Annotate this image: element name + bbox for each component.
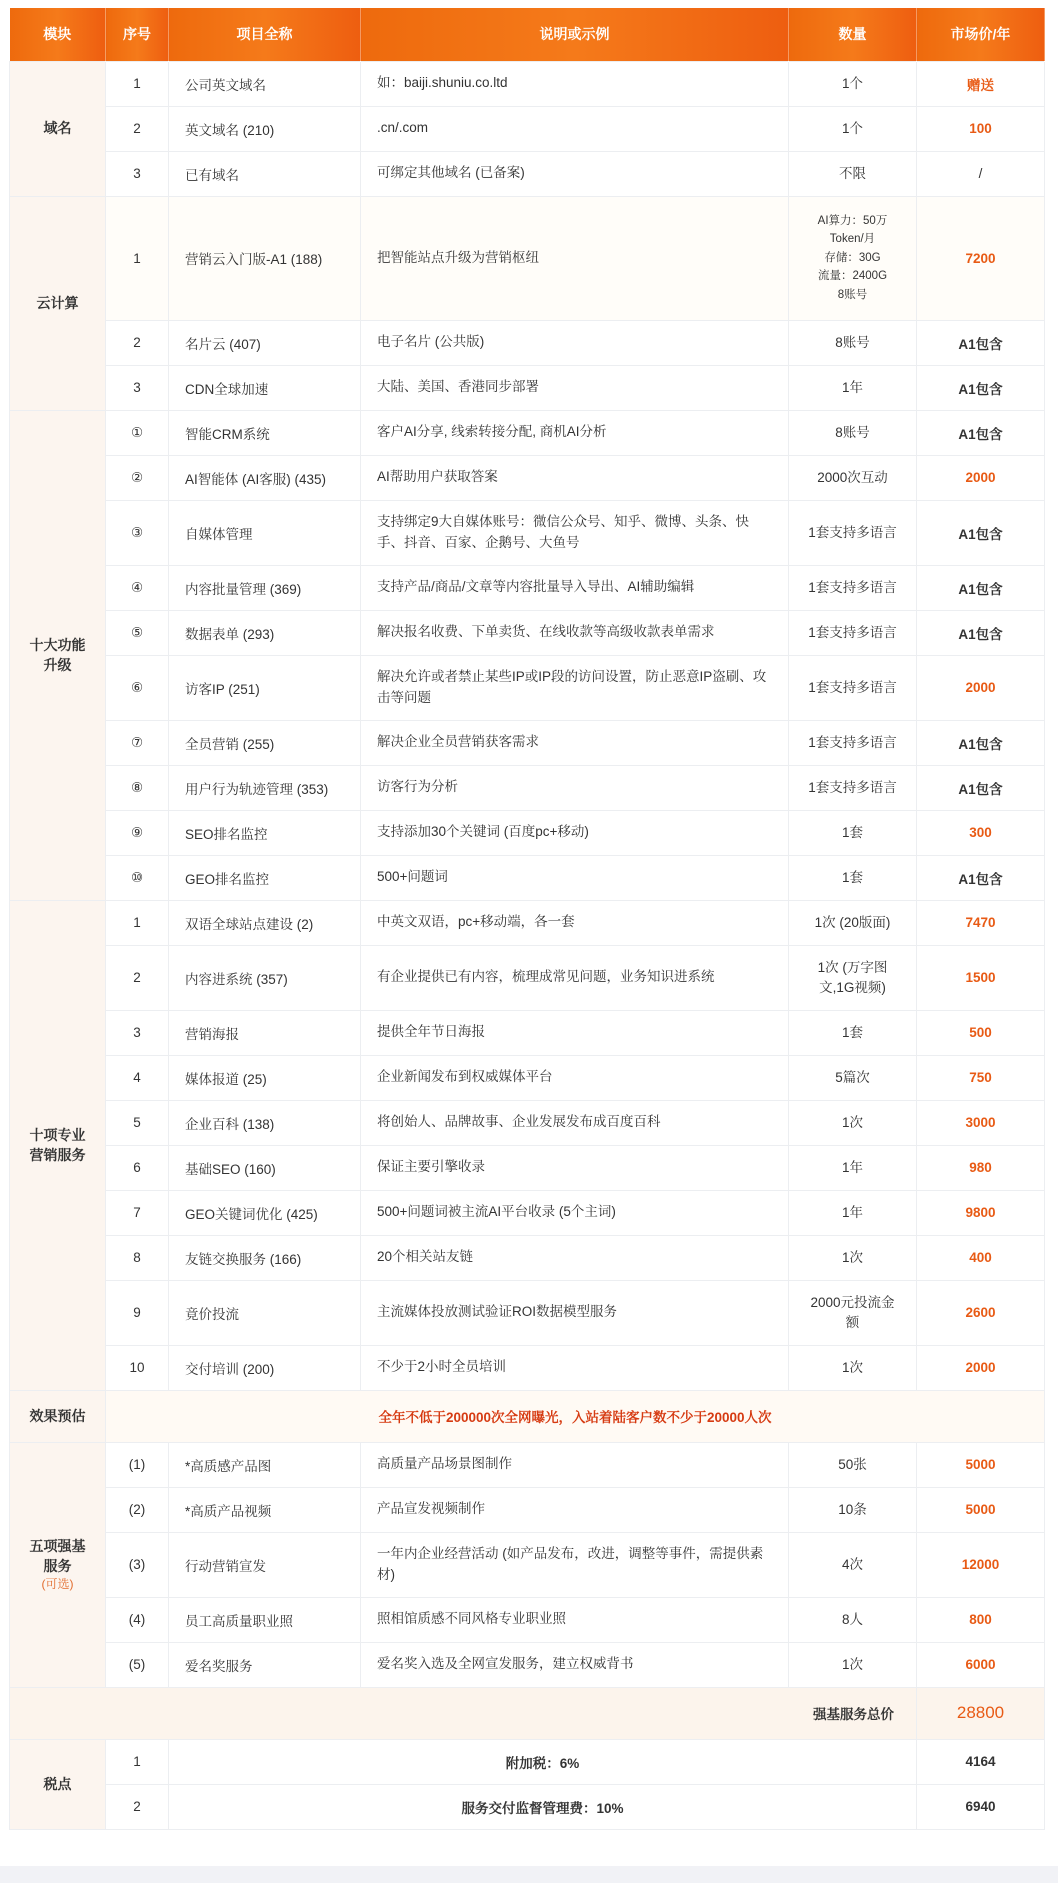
row-seq: 3 [106,151,169,196]
table-row [10,1642,1045,1687]
table-row [10,1532,1045,1597]
qty-line: Token/月 [829,233,876,246]
row-qty: 1次 (万字图文,1G视频) [789,945,917,1010]
table-row [10,720,1045,765]
row-desc: .cn/.com [361,106,789,151]
row-seq: 3 [106,365,169,410]
row-desc: 高质量产品场景图制作 [361,1442,789,1487]
row-name: 双语全球站点建设 (2) [169,900,361,945]
row-price: A1包含 [917,320,1045,365]
row-qty: 1个 [789,61,917,106]
optional-note: (可选) [41,1577,74,1592]
total-row [10,1687,1045,1739]
total-value: 28800 [917,1687,1045,1739]
table-row [10,1739,1045,1784]
module-foundation [10,1442,106,1687]
row-seq: 8 [106,1235,169,1280]
row-qty: 1套支持多语言 [789,500,917,565]
row-name: 营销海报 [169,1010,361,1055]
module-features-label: 十大功能升级 [29,636,86,673]
header-desc: 说明或示例 [361,8,789,61]
row-seq: 3 [106,1010,169,1055]
row-qty: 8账号 [789,410,917,455]
table-row [10,455,1045,500]
row-desc: 爱名奖入选及全网宣发服务，建立权威背书 [361,1642,789,1687]
row-qty: 1套支持多语言 [789,655,917,720]
row-name: *高质感产品图 [169,1442,361,1487]
table-row [10,1487,1045,1532]
row-seq: 1 [106,1739,169,1784]
row-name: GEO关键词优化 (425) [169,1190,361,1235]
row-seq: ④ [106,565,169,610]
row-seq: ① [106,410,169,455]
row-price: 9800 [917,1190,1045,1235]
row-desc: 企业新闻发布到权威媒体平台 [361,1055,789,1100]
row-desc: 把智能站点升级为营销枢纽 [361,196,789,320]
row-name: 企业百科 (138) [169,1100,361,1145]
table-row [10,1597,1045,1642]
table-row [10,1235,1045,1280]
table-row [10,1010,1045,1055]
total-label: 强基服务总价 [10,1687,917,1739]
row-qty: 1套支持多语言 [789,765,917,810]
tax-item: 附加税：6% [169,1739,917,1784]
row-qty: 1次 [789,1642,917,1687]
effect-estimate: 全年不低于200000次全网曝光，入站着陆客户数不少于20000人次 [106,1390,1045,1442]
row-qty: 不限 [789,151,917,196]
module-marketing-label: 十项专业营销服务 [29,1126,86,1163]
row-seq: 1 [106,196,169,320]
row-price: 800 [917,1597,1045,1642]
module-domain: 域名 [10,61,106,196]
row-name: 行动营销宣发 [169,1532,361,1597]
row-seq: 10 [106,1345,169,1390]
row-qty: 1次 [789,1235,917,1280]
price-table [9,8,1045,1830]
row-desc: 支持产品/商品/文章等内容批量导入导出、AI辅助编辑 [361,565,789,610]
row-price: A1包含 [917,500,1045,565]
row-qty: 1个 [789,106,917,151]
row-desc: 500+问题词被主流AI平台收录 (5个主词) [361,1190,789,1235]
row-desc: 照相馆质感不同风格专业职业照 [361,1597,789,1642]
table-row [10,1190,1045,1235]
row-price: 5000 [917,1487,1045,1532]
row-name: 访客IP (251) [169,655,361,720]
row-seq: (2) [106,1487,169,1532]
row-name: SEO排名监控 [169,810,361,855]
row-name: 全员营销 (255) [169,720,361,765]
row-qty: 10条 [789,1487,917,1532]
row-desc: AI帮助用户获取答案 [361,455,789,500]
row-desc: 产品宣发视频制作 [361,1487,789,1532]
row-seq: (3) [106,1532,169,1597]
row-price: 赠送 [917,61,1045,106]
row-qty: 1年 [789,365,917,410]
row-qty: 1年 [789,1145,917,1190]
row-price: 1500 [917,945,1045,1010]
row-name: 内容批量管理 (369) [169,565,361,610]
row-price: A1包含 [917,565,1045,610]
table-row [10,1442,1045,1487]
header-qty: 数量 [789,8,917,61]
row-price: 7200 [917,196,1045,320]
row-price: 7470 [917,900,1045,945]
table-row [10,1345,1045,1390]
row-name: 营销云入门版-A1 (188) [169,196,361,320]
table-row [10,320,1045,365]
row-seq: 9 [106,1280,169,1345]
row-qty: 1次 (20版面) [789,900,917,945]
row-name: 智能CRM系统 [169,410,361,455]
row-price: A1包含 [917,410,1045,455]
row-name: GEO排名监控 [169,855,361,900]
table-row [10,765,1045,810]
row-price: 2000 [917,455,1045,500]
row-seq: (5) [106,1642,169,1687]
row-seq: 5 [106,1100,169,1145]
row-name: 数据表单 (293) [169,610,361,655]
row-desc: 支持绑定9大自媒体账号：微信公众号、知乎、微博、头条、快手、抖音、百家、企鹅号、大鱼号 [361,500,789,565]
row-seq: 6 [106,1145,169,1190]
row-seq: (4) [106,1597,169,1642]
row-qty [789,196,917,320]
table-row [10,1145,1045,1190]
row-seq: 7 [106,1190,169,1235]
row-qty: 1套 [789,810,917,855]
module-cloud: 云计算 [10,196,106,410]
table-row [10,945,1045,1010]
row-qty: 2000次互动 [789,455,917,500]
header-seq: 序号 [106,8,169,61]
module-tax: 税点 [10,1739,106,1829]
row-price: A1包含 [917,855,1045,900]
module-effect: 效果预估 [10,1390,106,1442]
table-row [10,900,1045,945]
row-qty: 8账号 [789,320,917,365]
row-seq: ⑧ [106,765,169,810]
row-seq: ⑨ [106,810,169,855]
row-name: 内容进系统 (357) [169,945,361,1010]
row-seq: 2 [106,1784,169,1829]
row-price: 300 [917,810,1045,855]
table-row [10,365,1045,410]
row-seq: 1 [106,900,169,945]
row-price: 6000 [917,1642,1045,1687]
header-module: 模块 [10,8,106,61]
row-price: 100 [917,106,1045,151]
module-foundation-label: 五项强基服务 [29,1537,86,1574]
row-price: A1包含 [917,365,1045,410]
table-row [10,1280,1045,1345]
row-price: 400 [917,1235,1045,1280]
table-row [10,610,1045,655]
row-price: 5000 [917,1442,1045,1487]
row-qty: 1套 [789,1010,917,1055]
row-qty: 1年 [789,1190,917,1235]
row-qty: 1套支持多语言 [789,720,917,765]
row-price: 750 [917,1055,1045,1100]
row-price: 2000 [917,655,1045,720]
table-row [10,1055,1045,1100]
header-name: 项目全称 [169,8,361,61]
row-seq: ⑦ [106,720,169,765]
row-qty: 4次 [789,1532,917,1597]
page-bottom-strip [0,1866,1058,1883]
row-desc: 主流媒体投放测试验证ROI数据模型服务 [361,1280,789,1345]
header-price: 市场价/年 [917,8,1045,61]
row-desc: 解决允许或者禁止某些IP或IP段的访问设置，防止恶意IP盗刷、攻击等问题 [361,655,789,720]
table-row [10,151,1045,196]
row-desc: 不少于2小时全员培训 [361,1345,789,1390]
row-name: 交付培训 (200) [169,1345,361,1390]
row-price: 500 [917,1010,1045,1055]
row-qty: 1次 [789,1345,917,1390]
row-seq: ⑤ [106,610,169,655]
row-name: 员工高质量职业照 [169,1597,361,1642]
row-desc: 解决企业全员营销获客需求 [361,720,789,765]
row-desc: 电子名片 (公共版) [361,320,789,365]
row-seq: 2 [106,320,169,365]
tax-item: 服务交付监督管理费：10% [169,1784,917,1829]
row-price: 2000 [917,1345,1045,1390]
row-seq: 1 [106,61,169,106]
table-row [10,196,1045,320]
row-seq: 4 [106,1055,169,1100]
row-seq: (1) [106,1442,169,1487]
row-qty: 1套支持多语言 [789,610,917,655]
row-desc: 可绑定其他域名 (已备案) [361,151,789,196]
row-desc: 客户AI分享, 线索转接分配, 商机AI分析 [361,410,789,455]
table-row [10,1390,1045,1442]
module-marketing [10,900,106,1390]
row-price: 2600 [917,1280,1045,1345]
table-row [10,565,1045,610]
table-row [10,500,1045,565]
row-name: CDN全球加速 [169,365,361,410]
qty-line: 流量：2400G [817,270,888,283]
row-qty: 5篇次 [789,1055,917,1100]
row-name: 已有域名 [169,151,361,196]
row-price: A1包含 [917,765,1045,810]
table-row [10,655,1045,720]
row-desc: 大陆、美国、香港同步部署 [361,365,789,410]
row-desc: 20个相关站友链 [361,1235,789,1280]
row-price: A1包含 [917,720,1045,765]
row-name: 自媒体管理 [169,500,361,565]
module-features [10,410,106,900]
qty-line: 8账号 [837,288,868,301]
row-price: 980 [917,1145,1045,1190]
row-desc: 支持添加30个关键词 (百度pc+移动) [361,810,789,855]
row-name: 用户行为轨迹管理 (353) [169,765,361,810]
row-seq: ② [106,455,169,500]
row-qty: 1套 [789,855,917,900]
row-name: 英文域名 (210) [169,106,361,151]
row-qty: 1套支持多语言 [789,565,917,610]
table-header [10,8,1045,61]
row-name: 基础SEO (160) [169,1145,361,1190]
row-desc: 一年内企业经营活动 (如产品发布，改进，调整等事件，需提供素材) [361,1532,789,1597]
row-price: 12000 [917,1532,1045,1597]
table-row [10,810,1045,855]
table-row [10,1784,1045,1829]
table-row [10,61,1045,106]
row-name: 竟价投流 [169,1280,361,1345]
qty-line: 存储：30G [824,251,881,264]
row-price: 3000 [917,1100,1045,1145]
row-desc: 将创始人、品牌故事、企业发展发布成百度百科 [361,1100,789,1145]
row-desc: 解决报名收费、下单卖货、在线收款等高级收款表单需求 [361,610,789,655]
table-row [10,855,1045,900]
row-qty: 2000元投流金额 [789,1280,917,1345]
row-qty: 1次 [789,1100,917,1145]
table-row [10,410,1045,455]
row-desc: 500+问题词 [361,855,789,900]
row-name: 友链交换服务 (166) [169,1235,361,1280]
qty-line: AI算力：50万 [817,215,888,228]
row-price: / [917,151,1045,196]
row-name: AI智能体 (AI客服) (435) [169,455,361,500]
row-seq: 2 [106,945,169,1010]
row-price: A1包含 [917,610,1045,655]
row-name: 爱名奖服务 [169,1642,361,1687]
table-row [10,1100,1045,1145]
row-seq: ⑥ [106,655,169,720]
row-desc: 提供全年节日海报 [361,1010,789,1055]
table-row [10,106,1045,151]
row-desc: 如：baiji.shuniu.co.ltd [361,61,789,106]
row-seq: 2 [106,106,169,151]
tax-value: 4164 [917,1739,1045,1784]
row-name: *高质产品视频 [169,1487,361,1532]
row-seq: ③ [106,500,169,565]
row-qty: 50张 [789,1442,917,1487]
row-name: 名片云 (407) [169,320,361,365]
row-desc: 保证主要引擎收录 [361,1145,789,1190]
row-name: 公司英文域名 [169,61,361,106]
tax-value: 6940 [917,1784,1045,1829]
row-desc: 访客行为分析 [361,765,789,810]
row-seq: ⑩ [106,855,169,900]
row-desc: 有企业提供已有内容，梳理成常见问题，业务知识进系统 [361,945,789,1010]
row-name: 媒体报道 (25) [169,1055,361,1100]
row-qty: 8人 [789,1597,917,1642]
row-desc: 中英文双语，pc+移动端，各一套 [361,900,789,945]
